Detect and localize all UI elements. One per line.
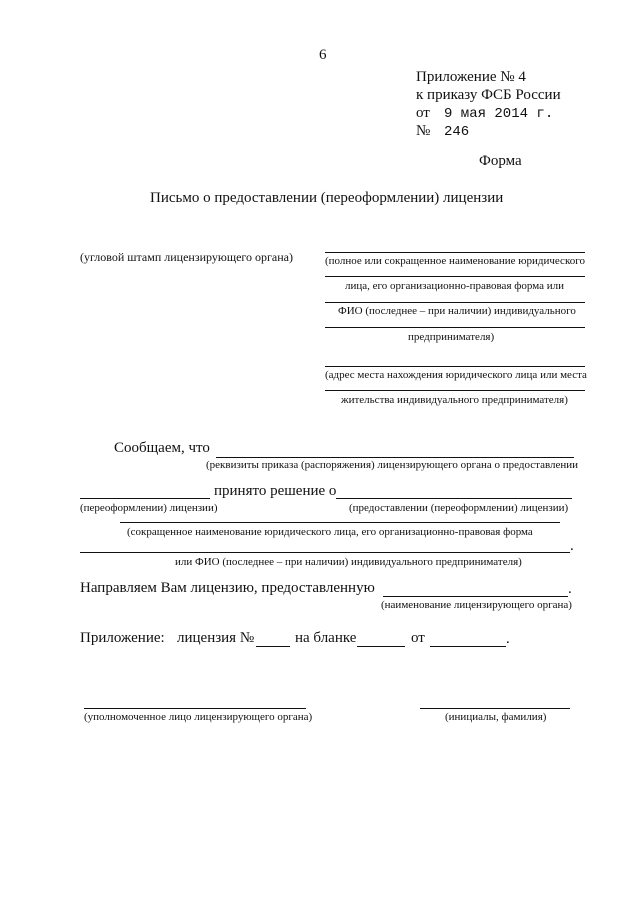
license-number-line [256,646,290,647]
corner-stamp-hint: (угловой штамп лицензирующего органа) [80,250,294,264]
page-number: 6 [319,47,327,63]
reissue-hint-right: (предоставлении (переоформлении) лицензии) [349,502,569,514]
appendix-date: 9 мая 2014 г. [444,106,554,122]
form-label: Форма [479,153,522,169]
entity-line [120,522,560,523]
addressee-line [325,252,585,253]
fio-hint: или ФИО (последнее – при наличии) индивидуального предпринимателя) [175,556,522,568]
initials-line [420,708,570,709]
address-line [325,366,585,367]
addressee-hint-1: (полное или сокращенное наименование юридического [325,255,585,267]
license-number-label: лицензия № [177,630,255,646]
authority-hint: (наименование лицензирующего органа) [381,599,572,611]
addressee-line [325,327,585,328]
attachment-label: Приложение: [80,630,165,646]
address-hint-1: (адрес места нахождения юридического лица или места [325,369,587,381]
blank-label: на бланке [295,630,357,646]
document-title: Письмо о предоставлении (переоформлении) лицензии [150,190,504,206]
order-details-hint: (реквизиты приказа (распоряжения) лицензирующего органа о предоставлении [206,459,579,471]
address-hint-2: жительства индивидуального предпринимателя) [341,394,568,406]
fio-line [80,552,570,553]
decision-text: принято решение о [214,483,337,499]
blank-number-line [357,646,405,647]
addressee-hint-3: ФИО (последнее – при наличии) индивидуального [338,305,576,317]
appendix-date-prefix: от [416,105,430,121]
appendix-line-1: Приложение № 4 [416,69,526,85]
reissue-line-left [80,498,210,499]
reissue-line-right [336,498,572,499]
date-line-dot: . [506,631,510,647]
address-line [325,390,585,391]
signatory-hint: (уполномоченное лицо лицензирующего органа) [84,711,313,723]
addressee-line [325,302,585,303]
inform-text: Сообщаем, что [114,440,210,456]
signatory-line [84,708,306,709]
appendix-number-prefix: № [416,123,431,139]
order-details-line [216,457,574,458]
send-text: Направляем Вам лицензию, предоставленную [80,580,375,596]
date-line [430,646,506,647]
initials-hint: (инициалы, фамилия) [445,711,547,723]
addressee-hint-2: лица, его организационно-правовая форма или [345,280,564,292]
reissue-hint-left: (переоформлении) лицензии) [80,502,218,514]
date-from-label: от [411,630,425,646]
appendix-number: 246 [444,124,470,140]
fio-line-dot: . [570,538,574,554]
entity-hint: (сокращенное наименование юридического лица, его организационно-правовая форма [127,526,533,538]
authority-line [383,596,568,597]
authority-line-dot: . [568,581,572,597]
addressee-line [325,276,585,277]
addressee-hint-4: предпринимателя) [408,331,495,343]
appendix-line-2: к приказу ФСБ России [416,87,561,103]
